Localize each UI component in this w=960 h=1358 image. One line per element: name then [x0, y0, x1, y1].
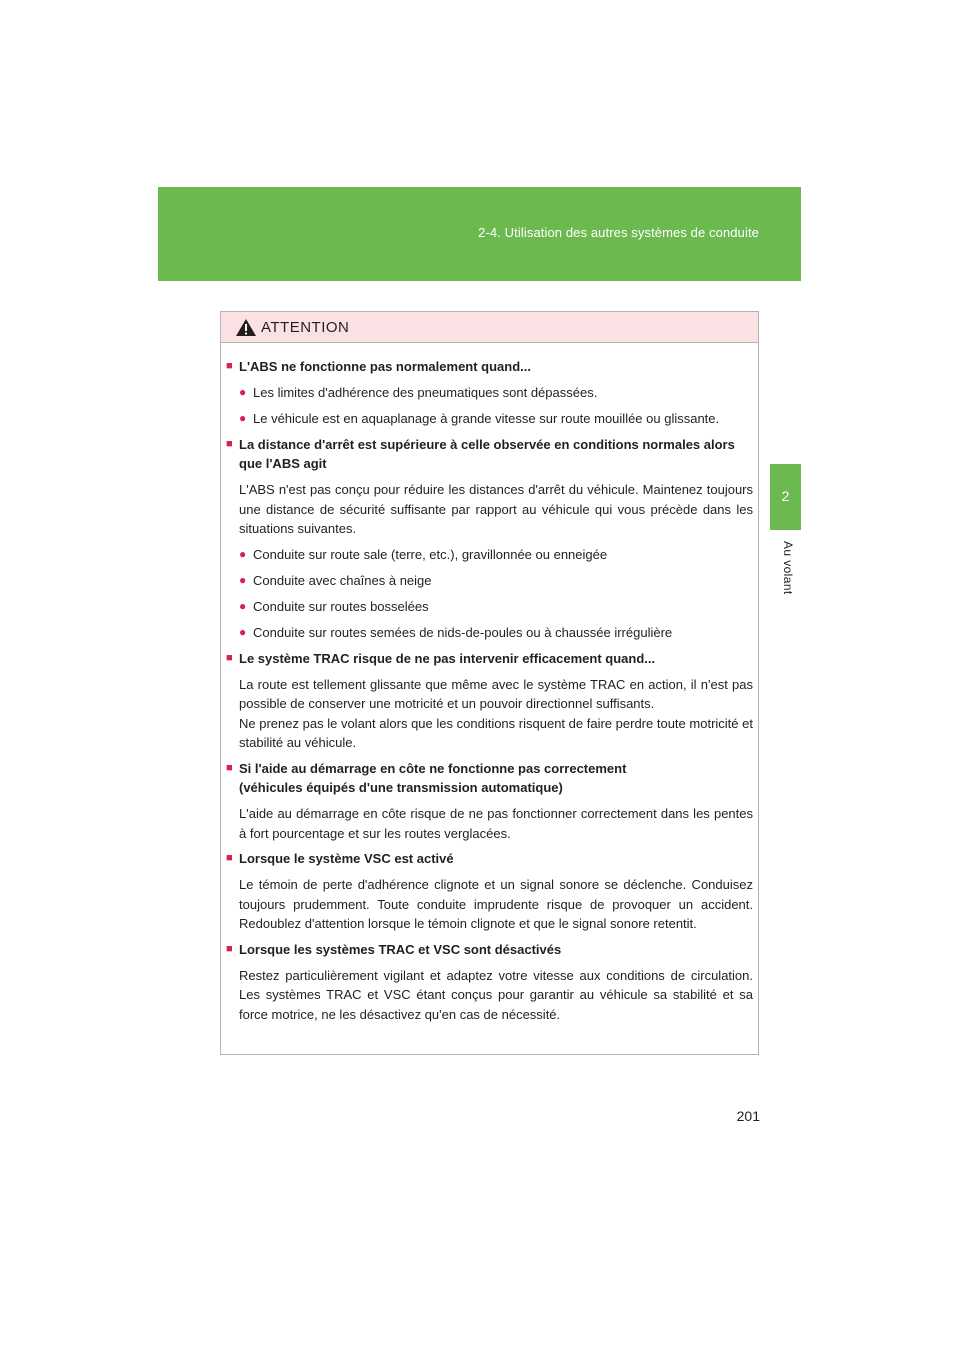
section-hill-start-title-line2: (véhicules équipés d'une transmission automatique)	[239, 780, 563, 795]
chapter-side-label: Au volant	[781, 541, 795, 595]
list-item: ● Le véhicule est en aquaplanage à grande vitesse sur route mouillée ou glissante.	[226, 409, 753, 429]
list-item: ● Les limites d'adhérence des pneumatiques sont dépassées.	[226, 383, 753, 403]
warning-body	[221, 343, 758, 1024]
section-trac-title: ■ Le système TRAC risque de ne pas intervenir efficacement quand...	[226, 649, 753, 669]
warning-box	[220, 311, 759, 1055]
chapter-number: 2	[781, 488, 790, 504]
section-hill-start-title	[226, 759, 753, 798]
list-item: ● Conduite sur routes semées de nids-de-poules ou à chaussée irrégulière	[226, 623, 753, 643]
section-abs-title: ■ L'ABS ne fonctionne pas normalement quand...	[226, 357, 753, 377]
section-vsc-active-text: Le témoin de perte d'adhérence clignote et un signal sonore se déclenche. Conduisez toujours prudemment. Toute conduite imprudente risque de provoquer un accident. Redoublez d'attention lorsque le témoin clignote et que le signal sonore retentit.	[239, 877, 753, 931]
section-hill-start-text: L'aide au démarrage en côte risque de ne pas fonctionner correctement dans les pentes à fort pourcentage et sur les routes verglacées.	[239, 806, 753, 841]
list-item: ● Conduite sur routes bosselées	[226, 597, 753, 617]
warning-triangle-icon	[235, 318, 257, 337]
warning-title: ATTENTION	[261, 318, 350, 336]
section-trac-vsc-off-text: Restez particulièrement vigilant et adaptez votre vitesse aux conditions de circulation. Les systèmes TRAC et VSC étant conçus pour garantir au véhicule sa stabilité et sa force motrice, ne les désactivez qu'en cas de nécessité.	[239, 967, 753, 1022]
section-vsc-active-title: ■ Lorsque le système VSC est activé	[226, 849, 753, 869]
section-trac-text-1: La route est tellement glissante que même avec le système TRAC en action, il n'est pas possible de conserver une motricité et un pouvoir directionnel suffisants.	[239, 676, 753, 711]
section-stopping-distance-title: ■ La distance d'arrêt est supérieure à celle observée en conditions normales alors que l'ABS agit	[226, 435, 753, 474]
chapter-header-title: 2-4. Utilisation des autres systèmes de conduite	[478, 225, 759, 240]
section-trac-text-2: Ne prenez pas le volant alors que les conditions risquent de faire perdre toute motricité et stabilité au véhicule.	[239, 715, 753, 750]
chapter-header-band	[158, 187, 801, 281]
list-item: ● Conduite sur route sale (terre, etc.), gravillonnée ou enneigée	[226, 545, 753, 565]
chapter-side-tab	[770, 464, 801, 530]
list-item: ● Conduite avec chaînes à neige	[226, 571, 753, 591]
section-hill-start-title-line1: Si l'aide au démarrage en côte ne fonctionne pas correctement	[239, 760, 627, 776]
page-number: 201	[736, 1108, 760, 1124]
warning-header	[221, 312, 758, 343]
section-trac-vsc-off-title: ■ Lorsque les systèmes TRAC et VSC sont désactivés	[226, 940, 753, 960]
section-trac-text	[226, 675, 753, 753]
section-stopping-distance-text: L'ABS n'est pas conçu pour réduire les distances d'arrêt du véhicule. Maintenez toujours une distance de sécurité suffisante par rapport au véhicule qui vous précède dans les situations suivantes.	[239, 482, 753, 536]
